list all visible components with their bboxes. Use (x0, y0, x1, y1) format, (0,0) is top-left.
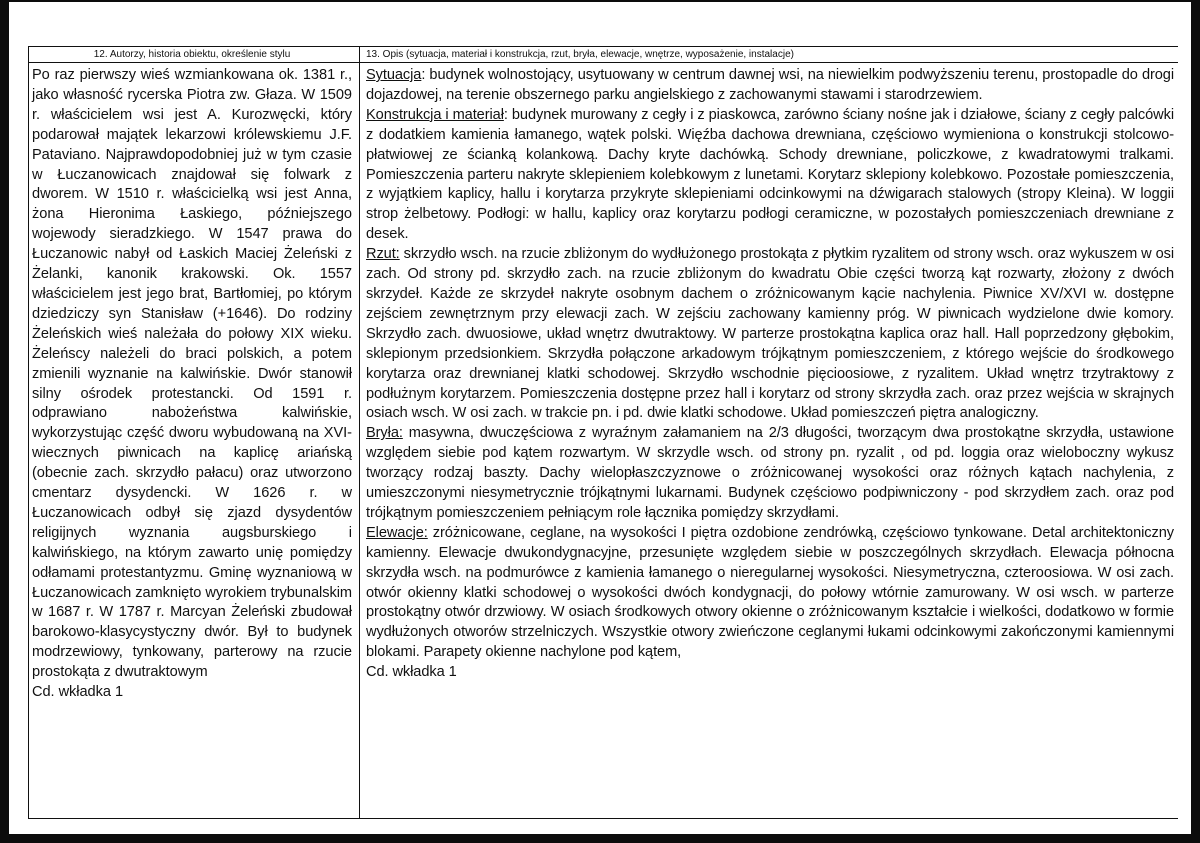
elevations-heading: Elewacje: (366, 524, 428, 541)
section-plan (366, 245, 1174, 424)
description-continuation-note: Cd. wkładka 1 (366, 664, 457, 681)
plan-heading: Rzut: (366, 246, 400, 263)
section-construction (366, 106, 1174, 245)
record-card (28, 46, 1178, 820)
situation-heading: Sytuacja (366, 67, 422, 83)
column-divider (359, 46, 360, 819)
section-situation (366, 66, 1174, 106)
history-continuation-note: Cd. wkładka 1 (32, 684, 124, 701)
description-column (366, 66, 1174, 683)
massing-heading: Bryła: (366, 425, 403, 442)
section-12-header: 12. Autorzy, historia obiektu, określenie stylu (93, 49, 291, 60)
bottom-rule (28, 818, 1178, 819)
left-rule (28, 46, 29, 819)
section-elevations (366, 524, 1174, 663)
top-rule (28, 46, 1178, 47)
history-column (32, 66, 352, 703)
section-13-header: 13. Opis (sytuacja, materiał i konstrukcja, rzut, bryła, elewacje, wnętrze, wyposażenie, instalacje) (366, 49, 794, 60)
section-massing (366, 424, 1174, 524)
history-text: Po raz pierwszy wieś wzmiankowana ok. 1381 r., jako własność rycerska Piotra zw. Głaza. W 1509 r. właścicielem wsi jest A. Kurozwęcki, który podarował majątek lekarzowi królewskiemu J.F. Pataviano. Najprawdopodobniej już w tym czasie w Łuczanowicach znajdował się folwark z dworem. W 1510 r. właścicielką wsi jest Anna, żona Hieronima Łaskiego, późniejszego wojewody sieradzkiego. W 1547 prawa do Łuczanowic nabył od Łaskich Maciej Żeleński z Żelanki, kanonik krakowski. Ok. 1557 właścicielem jest jego brat, Bartłomiej, po którym dziedziczy syn Stanisław (+1646). Do rodziny Żeleńskich wieś należała do połowy XIX wieku. Żeleńscy należeli do braci polskich, a potem zmienili wyznanie na kalwińskie. Dwór stanowił silny ośrodek protestancki. Od 1591 r. odprawiano nabożeństwa kalwińskie, wykorzystując część dworu wybudowaną na XVI-wiecznych piwnicach na kaplicę ariańską (obecnie zach. skrzydło pałacu) oraz utworzono cmentarz dysydencki. W 1626 r. w Łuczanowicach odbył się zjazd dysydentów religijnych wyznania augsburskiego i kalwińskiego, na którym zawarto unię pomiędzy odłamami protestantyzmu. Gminę wyznaniową w Łuczanowicach zamknięto wyrokiem trybunalskim w 1687 r. W 1787 r. Marcyan Żeleński zbudował barokowo-klasycystyczny dwór. Był to budynek modrzewiowy, tynkowany, parterowy na rzucie prostokąta z dwutraktowym (32, 67, 352, 681)
construction-heading: Konstrukcja i materiał (366, 106, 504, 123)
construction-text: : budynek murowany z cegły i z piaskowca, zarówno ściany nośne jak i działowe, ściany z cegły palcówki z dodatkiem kamienia łamanego, wątek polski. Więźba dachowa drewniana, częściowo wymieniona o konstrukcji stolcowo-płatwiowej ze ścianką kolankową. Dachy kryte dachówką. Schody drewniane, policzkowe, z kwadratowymi tralkami. Pomieszczenia parteru nakryte sklepieniem kolebkowym z lunetami. Korytarz sklepiony kolebkowo. Pozostałe pomieszczenia, z wyjątkiem kaplicy, hallu i korytarza przykryte sklepieniami odcinkowymi na dźwigarach stalowych (stropy Kleina). W loggii strop żelbetowy. Podłogi: w hallu, kaplicy oraz korytarzu podłogi ceramiczne, w pozostałych pomieszczeniach drewniane z desek. (366, 106, 1175, 243)
elevations-text: zróżnicowane, ceglane, na wysokości I piętra ozdobione zendrówką, częściowo tynkowane. Detal architektoniczny kamienny. Elewacje dwukondygnacyjne, przesunięte względem siebie w poszczególnych skrzydłach. Elewacja północna skrzydła wsch. na podmurówce z kamienia łamanego o nieregularnej wysokości. Niesymetryczna, czteroosiowa. W osi zach. otwór okienny klatki schodowej o wysokości dwóch kondygnacji, do połowy wtórnie zamurowany. W osi wsch. w parterze prostokątny otwór drzwiowy. W osiach środkowych otwory okienne o zróżnicowanym kształcie i wielkości, dodatkowo w formie wydłużonych otworów strzelniczych. Wszystkie otwory zwieńczone ceglanymi łukami odcinkowymi zakończonymi kamiennymi blokami. Parapety okienne nachylone pod kątem, (366, 524, 1174, 661)
plan-text: skrzydło wsch. na rzucie zbliżonym do wydłużonego prostokąta z płytkim ryzalitem od strony wsch. oraz wykuszem w osi zach. Od strony pd. skrzydło zach. na rzucie zbliżonym do kwadratu Obie części tworzą kąt rozwarty, złożony z dwóch skrzydeł. Każde ze skrzydeł nakryte osobnym dachem o zróżnicowanym kącie nachylenia. Piwnice XV/XVI w. dostępne zejściem zewnętrznym przy elewacji zach. W zejściu zachowany kamienny próg. W piwnicach wydzielone dwie komory. Skrzydło zach. dwuosiowe, układ wnętrz dwutraktowy. W parterze prostokątna kaplica oraz hall. Hall poprzedzony głębokim, sklepionym przedsionkiem. Skrzydła połączone arkadowym trójkątnym pomieszczeniem, z którego wejście do środkowego korytarza oraz drewnianej klatki schodowej. Skrzydło wschodnie pięcioosiowe, z ryzalitem. Układ wnętrz trzytraktowy z podłużnym korytarzem. Pomieszczenia dostępne przez hall i korytarz od strony skrzydła zach. oraz przez wejścia w skrajnych osiach wsch. W osi zach. w trakcie pn. i pd. dwie klatki schodowe. Układ pomieszczeń piętra analogiczny. (366, 246, 1174, 422)
header-rule (28, 62, 1178, 63)
situation-text: : budynek wolnostojący, usytuowany w centrum dawnej wsi, na niewielkim podwyższeniu terenu, prostopadle do drogi dojazdowej, na terenie obszernego parku angielskiego z zachowanymi stawami i starodrzewiem. (366, 67, 1174, 103)
massing-text: masywna, dwuczęściowa z wyraźnym załamaniem na 2/3 długości, tworzącym dwa prostokątne skrzydła, ustawione względem siebie pod kątem rozwartym. W skrzydle wsch. od strony pn. ryzalit , od pd. loggia oraz wieloboczny wykusz tworzący rodzaj baszty. Dachy wielopłaszczyznowe o zróżnicowanej wysokości oraz różnych kątach nachylenia, z umieszczonymi niesymetrycznie trójkątnymi lukarnami. Budynek częściowo podpiwniczony - pod skrzydłem zach. oraz pod trójkątnym pomieszczeniem pełniącym role łącznika pomiędzy skrzydłami. (366, 425, 1174, 521)
